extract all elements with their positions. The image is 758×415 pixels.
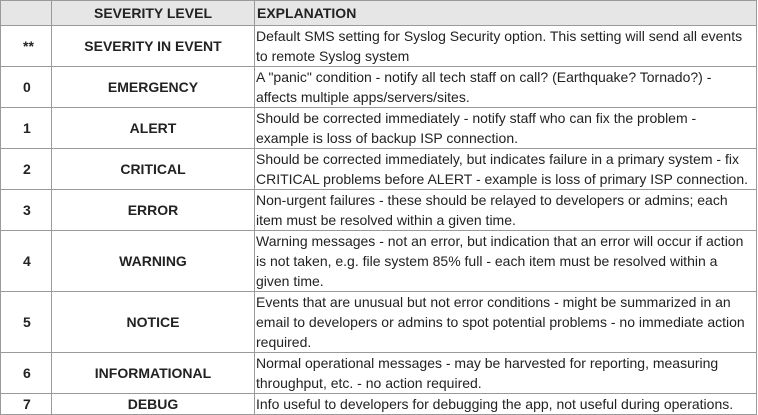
row-severity-level: WARNING bbox=[52, 231, 255, 292]
row-code: 5 bbox=[1, 292, 52, 353]
table-row bbox=[1, 231, 757, 292]
row-explanation: Info useful to developers for debugging the app, not useful during operations. bbox=[255, 394, 757, 415]
table-row bbox=[1, 353, 757, 394]
row-code: 4 bbox=[1, 231, 52, 292]
row-explanation: Normal operational messages - may be harvested for reporting, measuring throughput, etc. - no action required. bbox=[255, 353, 757, 394]
table-header-row bbox=[1, 1, 757, 26]
row-severity-level: SEVERITY IN EVENT bbox=[52, 26, 255, 67]
row-code: 7 bbox=[1, 394, 52, 415]
row-explanation: A "panic" condition - notify all tech staff on call? (Earthquake? Tornado?) - affects multiple apps/servers/sites. bbox=[255, 67, 757, 108]
row-code: 2 bbox=[1, 149, 52, 190]
table-row bbox=[1, 108, 757, 149]
header-code bbox=[1, 1, 52, 26]
table-row bbox=[1, 292, 757, 353]
header-severity-level: SEVERITY LEVEL bbox=[52, 1, 255, 26]
row-code: 6 bbox=[1, 353, 52, 394]
row-severity-level: ALERT bbox=[52, 108, 255, 149]
row-explanation: Should be corrected immediately, but indicates failure in a primary system - fix CRITICAL problems before ALERT - example is loss of primary ISP connection. bbox=[255, 149, 757, 190]
table-row bbox=[1, 394, 757, 415]
table-row bbox=[1, 190, 757, 231]
header-explanation: EXPLANATION bbox=[255, 1, 757, 26]
row-explanation: Warning messages - not an error, but indication that an error will occur if action is not taken, e.g. file system 85% full - each item must be resolved within a given time. bbox=[255, 231, 757, 292]
row-explanation: Default SMS setting for Syslog Security option. This setting will send all events to remote Syslog system bbox=[255, 26, 757, 67]
table-row bbox=[1, 26, 757, 67]
row-severity-level: CRITICAL bbox=[52, 149, 255, 190]
row-severity-level: INFORMATIONAL bbox=[52, 353, 255, 394]
row-explanation: Non-urgent failures - these should be relayed to developers or admins; each item must be resolved within a given time. bbox=[255, 190, 757, 231]
row-code: 3 bbox=[1, 190, 52, 231]
table-row bbox=[1, 149, 757, 190]
row-severity-level: DEBUG bbox=[52, 394, 255, 415]
row-code: 0 bbox=[1, 67, 52, 108]
row-code: 1 bbox=[1, 108, 52, 149]
row-severity-level: ERROR bbox=[52, 190, 255, 231]
row-severity-level: EMERGENCY bbox=[52, 67, 255, 108]
row-severity-level: NOTICE bbox=[52, 292, 255, 353]
row-explanation: Should be corrected immediately - notify staff who can fix the problem - example is loss of backup ISP connection. bbox=[255, 108, 757, 149]
row-explanation: Events that are unusual but not error conditions - might be summarized in an email to developers or admins to spot potential problems - no immediate action required. bbox=[255, 292, 757, 353]
row-code: ** bbox=[1, 26, 52, 67]
table-row bbox=[1, 67, 757, 108]
